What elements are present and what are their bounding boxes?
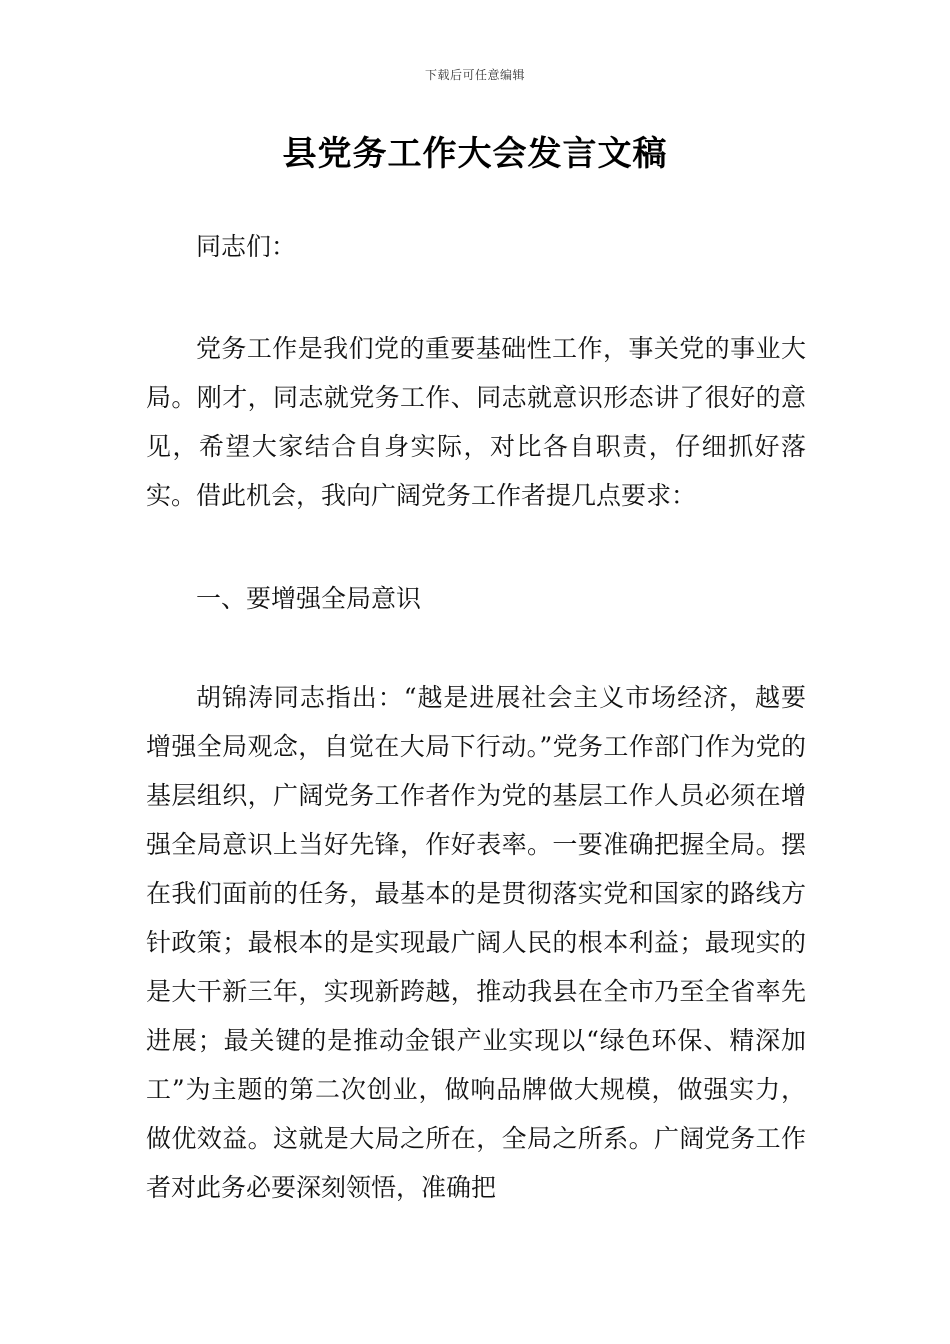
paragraph-intro: 党务工作是我们党的重要基础性工作，事关党的事业大局。刚才，同志就党务工作、同志就意识形态讲了很好的意见，希望大家结合自身实际，对比各自职责，仔细抓好落实。借此机会，我向广阔党务工作者提几点要求：	[146, 334, 806, 510]
page-header-note: 下载后可任意编辑	[424, 68, 525, 82]
section-heading: 一、要增强全局意识	[196, 584, 422, 613]
paragraph-section-1: 胡锦涛同志指出：“越是进展社会主义市场经济，越要增强全局观念，自觉在大局下行动。”党务工作部门作为党的基层组织，广阔党务工作者作为党的基层工作人员必须在增强全局意识上当好先锋，作好表率。一要准确把握全局。摆在我们面前的任务，最基本的是贯彻落实党和国家的路线方针政策；最根本的是实现最广阔人民的根本利益；最现实的是大干新三年，实现新跨越，推动我县在全市乃至全省率先进展；最关键的是推动金银产业实现以“绿色环保、精深加工”为主题的第二次创业，做响品牌做大规模，做强实力，做优效益。这就是大局之所在，全局之所系。广阔党务工作者对此务必要深刻领悟，准确把	[146, 683, 806, 1202]
greeting-line: 同志们：	[196, 232, 297, 261]
document-title: 县党务工作大会发言文稿	[282, 134, 668, 174]
